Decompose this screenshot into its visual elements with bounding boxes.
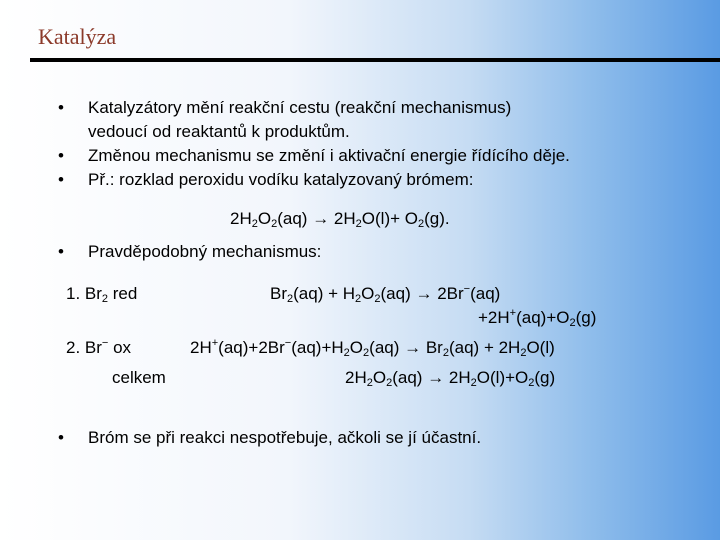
step-2-equation: $2H^+(aq)+2Br^-(aq)+H_2O_2(aq) \to Br_2(aq) + 2H_2O(l)$ [190,337,555,359]
step-1-equation: $Br_2(aq) + H_2O_2(aq) \to 2Br^-(aq)$ [270,283,501,305]
bullet-text-continued: vedoucí od reaktantů k produktům. [88,122,350,141]
title-rule [30,58,720,62]
step-1-label: 1. $Br_2$ red [66,284,138,305]
bullet-item [58,168,698,192]
total-label: celkem [112,368,166,387]
bullet-marker: • [58,98,64,117]
bullet-text: Katalyzátory mění reakční cestu (reakční mechanismus) [88,98,512,117]
total-equation: $2H_2O_2(aq) \to 2H_2O(l)+O_2(g)$ [345,368,556,389]
bullet-item [58,96,698,144]
bullet-text: Bróm se při reakci nespotřebuje, ačkoli se jí účastní. [88,428,482,447]
bullet-marker: • [58,428,64,447]
bullet-item [58,428,481,448]
bullet-list [58,240,698,264]
bullet-item [58,144,698,168]
bullet-text: Př.: rozklad peroxidu vodíku katalyzovaný brómem: [88,170,474,189]
bullet-item [58,240,698,264]
bullet-text: Změnou mechanismu se změní i aktivační energie řídícího děje. [88,146,570,165]
bullet-text: Pravděpodobný mechanismus: [88,242,322,261]
bullet-marker: • [58,242,64,261]
bullet-marker: • [58,170,64,189]
step-2-label: 2. Br− ox [66,337,132,357]
bullet-list [58,96,698,192]
step-1-equation-continued: $+2H^+(aq)+O_2(g)$ [478,307,597,329]
slide-title: Katalýza [38,24,117,49]
bullet-marker: • [58,146,64,165]
overall-equation: $2H_2O_2(aq) \to 2H_2O(l)+ O_2(g)$. [230,209,450,230]
